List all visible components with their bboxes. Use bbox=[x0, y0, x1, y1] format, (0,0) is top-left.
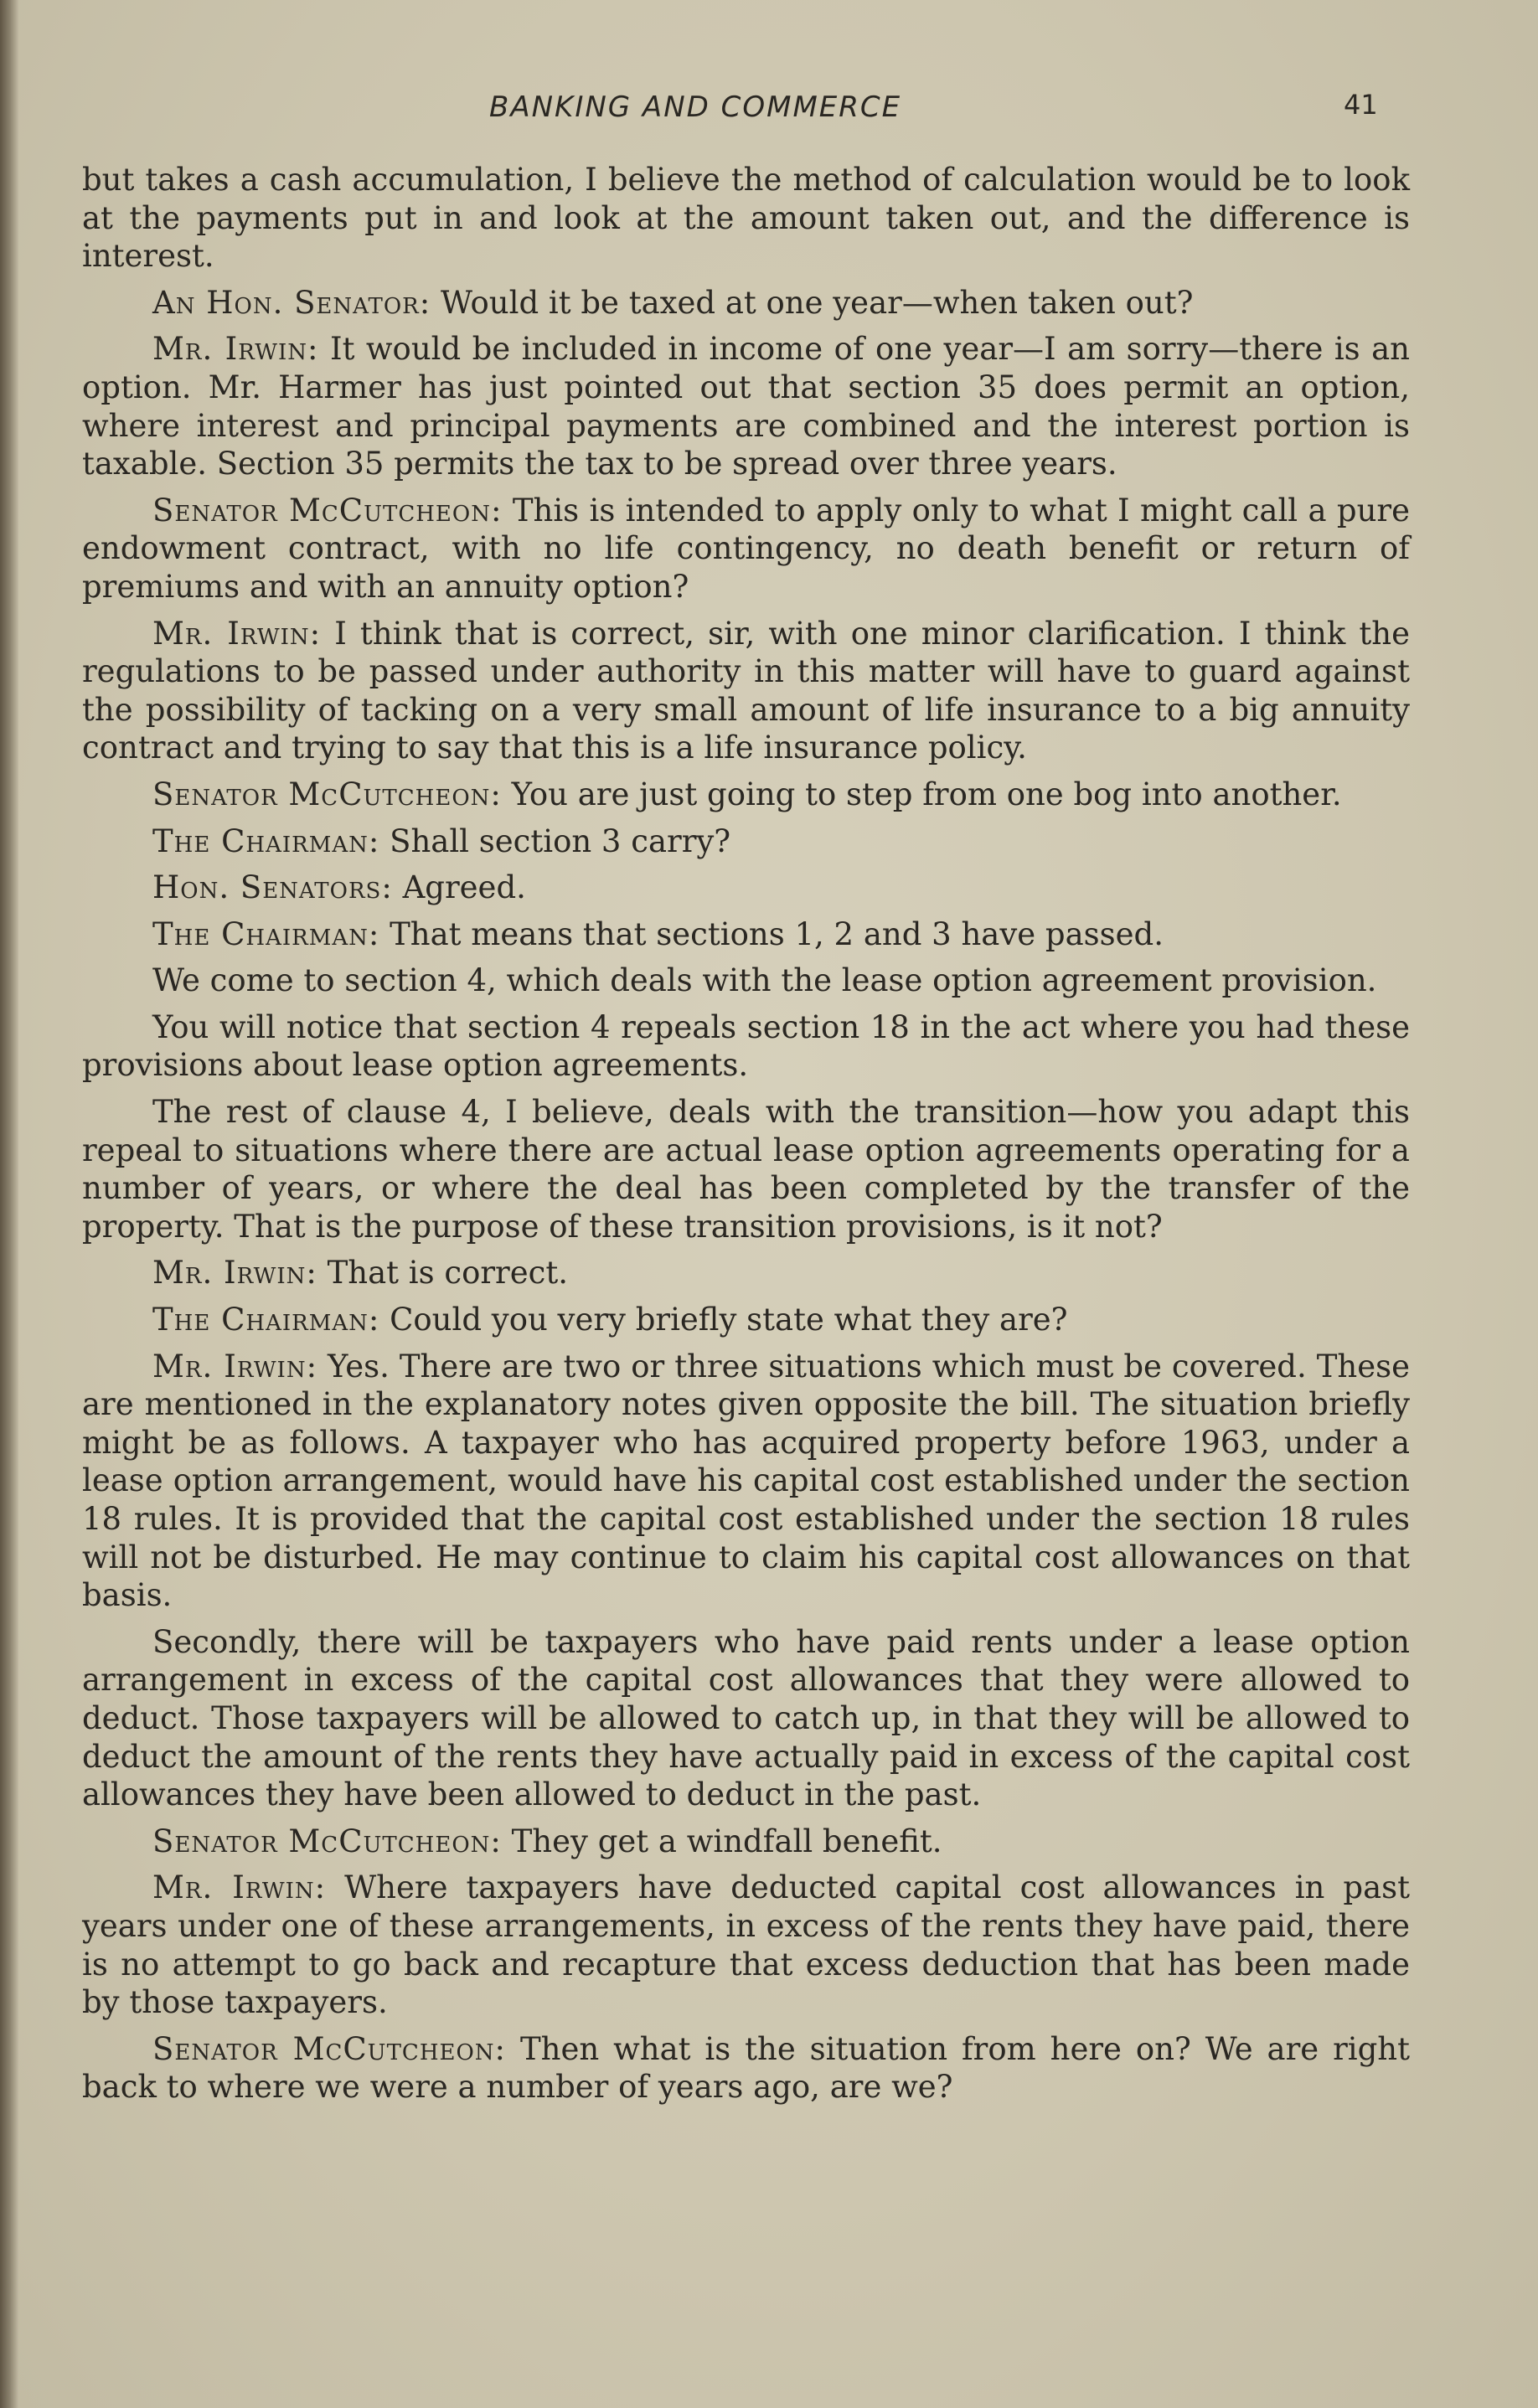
speaker-label: Senator McCutcheon: bbox=[152, 1823, 502, 1859]
paragraph bbox=[82, 776, 1410, 814]
book-page bbox=[18, 0, 1538, 2408]
paragraph bbox=[82, 1869, 1410, 2021]
paragraph-text: Where taxpayers have deducted capital cost allowances in past years under one of these arrangements, in excess of the rents they have paid, there is no attempt to go back and recapture that excess deduction that has been made by those taxpayers. bbox=[82, 1869, 1410, 2021]
paragraph-text: I think that is correct, sir, with one minor clarification. I think the regulations to be passed under authority in this matter will have to guard against the possibility of tacking on a very small amount of life insurance to a big annuity contract and trying to say that this is a life insurance policy. bbox=[82, 615, 1410, 766]
paragraph bbox=[82, 615, 1410, 767]
paragraph-text: We come to section 4, which deals with the lease option agreement provision. bbox=[152, 962, 1377, 999]
paragraph bbox=[82, 915, 1410, 954]
speaker-label: Hon. Senators: bbox=[152, 869, 393, 906]
running-head: BANKING AND COMMERCE bbox=[489, 90, 902, 124]
paragraph bbox=[82, 1008, 1410, 1085]
paragraph-text: They get a windfall benefit. bbox=[511, 1823, 942, 1859]
paragraph bbox=[82, 962, 1410, 1000]
paragraph bbox=[82, 492, 1410, 606]
paragraph-text: Secondly, there will be taxpayers who have paid rents under a lease option arrangement in excess of the capital cost allowances that they were allowed to deduct. Those taxpayers will be allowed to catch up, in that they will be allowed to deduct the amount of the rents they have actually paid in excess of the capital cost allowances they have been allowed to deduct in the past. bbox=[82, 1623, 1410, 1813]
paragraph bbox=[82, 284, 1410, 322]
paragraph-text: Then what is the situation from here on? We are right back to where we were a number of years ago, are we? bbox=[82, 2030, 1411, 2106]
speaker-label: The Chairman: bbox=[152, 1302, 380, 1338]
speaker-label: Mr. Irwin: bbox=[152, 1255, 317, 1292]
paragraph-text: but takes a cash accumulation, I believe the method of calculation would be to look at the payments put in and look at the amount taken out, and the difference is interest. bbox=[82, 162, 1410, 275]
speaker-label: An Hon. Senator: bbox=[152, 284, 431, 321]
paragraph bbox=[82, 2030, 1410, 2106]
speaker-label: The Chairman: bbox=[152, 822, 380, 859]
paragraph-text: You will notice that section 4 repeals section 18 in the act where you had these provisions about lease option agreements. bbox=[82, 1008, 1410, 1084]
paragraph bbox=[82, 869, 1410, 907]
speaker-label: Senator McCutcheon: bbox=[152, 776, 502, 812]
page-header bbox=[18, 90, 1443, 132]
paragraph-text: Would it be taxed at one year—when taken out? bbox=[440, 284, 1194, 321]
paragraph bbox=[82, 1623, 1410, 1814]
paragraph bbox=[82, 330, 1410, 482]
speaker-label: Mr. Irwin: bbox=[152, 615, 322, 652]
paragraph bbox=[82, 161, 1410, 276]
speaker-label: The Chairman: bbox=[152, 915, 380, 952]
paragraph bbox=[82, 822, 1410, 861]
paragraph-text: The rest of clause 4, I believe, deals with the transition—how you adapt this repeal to situations where there are actual lease option agreements operating for a number of years, or where the deal has been completed by the transfer of the property. That is the purpose of these transition provisions, is it not? bbox=[82, 1094, 1410, 1245]
speaker-label: Senator McCutcheon: bbox=[152, 2030, 507, 2067]
paragraph-text: Shall section 3 carry? bbox=[390, 822, 731, 859]
page-body bbox=[82, 161, 1410, 2115]
book-spine-shadow bbox=[0, 0, 18, 2408]
paragraph-text: Yes. There are two or three situations which must be covered. These are mentioned in the explanatory notes given opposite the bill. The situation briefly might be as follows. A taxpayer who has acquired property before 1963, under a lease option arrangement, would have his capital cost established under the section 18 rules. It is provided that the capital cost established under the section 18 rules will not be disturbed. He may continue to claim his capital cost allowances on that basis. bbox=[82, 1348, 1410, 1614]
paragraph-text: This is intended to apply only to what I might call a pure endowment contract, with no life contingency, no death benefit or return of premiums and with an annuity option? bbox=[82, 492, 1410, 605]
speaker-label: Mr. Irwin: bbox=[152, 1869, 327, 1906]
paragraph bbox=[82, 1823, 1410, 1861]
speaker-label: Mr. Irwin: bbox=[152, 331, 319, 368]
paragraph-text: Could you very briefly state what they are? bbox=[390, 1302, 1068, 1338]
paragraph-text: You are just going to step from one bog into another. bbox=[511, 776, 1342, 812]
paragraph bbox=[82, 1348, 1410, 1615]
paragraph bbox=[82, 1301, 1410, 1339]
paragraph-text: Agreed. bbox=[402, 869, 526, 906]
paragraph-text: That is correct. bbox=[327, 1255, 568, 1292]
speaker-label: Mr. Irwin: bbox=[152, 1348, 318, 1384]
page-number: 41 bbox=[1344, 89, 1378, 121]
paragraph bbox=[82, 1254, 1410, 1292]
paragraph-text: That means that sections 1, 2 and 3 have passed. bbox=[390, 915, 1164, 952]
speaker-label: Senator McCutcheon: bbox=[152, 492, 503, 529]
paragraph-text: It would be included in income of one year—I am sorry—there is an option. Mr. Harmer has just pointed out that section 35 does permit an option, where interest and principal payments are combined and the interest portion is taxable. Section 35 permits the tax to be spread over three years. bbox=[82, 331, 1410, 482]
paragraph bbox=[82, 1093, 1410, 1245]
